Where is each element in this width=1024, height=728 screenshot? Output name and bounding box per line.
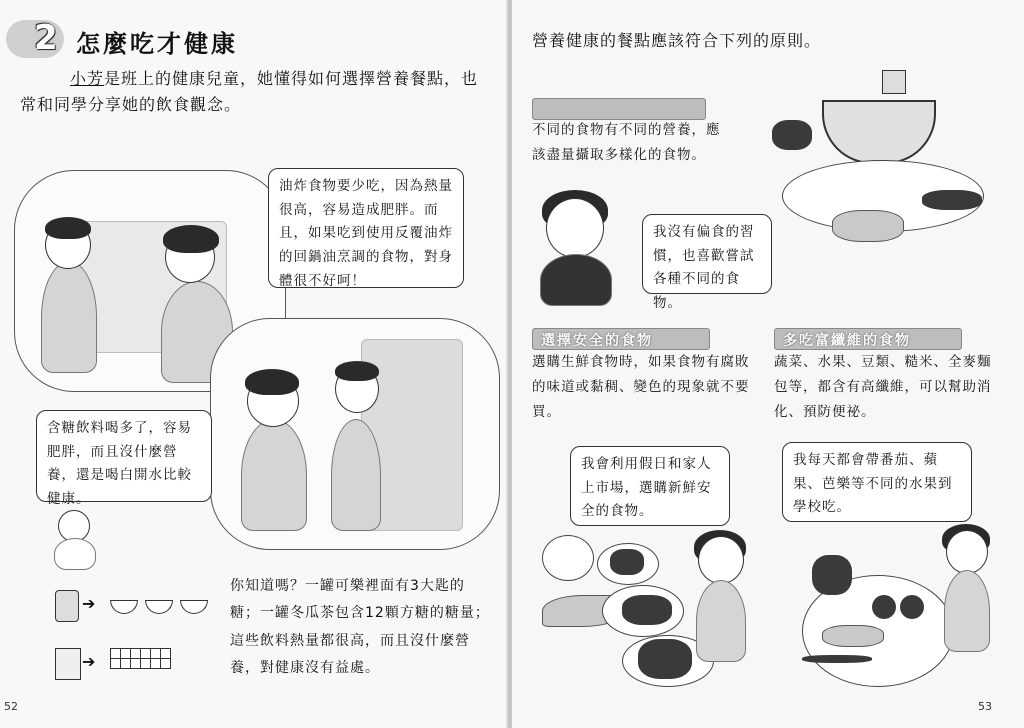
food-item [610,549,644,575]
cooking-pot [822,100,936,164]
page-number-right: 53 [978,700,992,713]
speech-bubble-market: 我會利用假日和家人上市場，選購新鮮安全的食物。 [570,446,730,526]
intro-text: 是班上的健康兒童，她懂得如何選擇營養餐點，也常和同學分享她的飲食觀念。 [20,69,479,114]
boy-figure-2 [331,419,381,531]
section1-text: 不同的食物有不同的營養，應該盡量攝取多樣化的食物。 [532,122,721,163]
food-item [812,555,852,595]
sugar-cubes-group [110,648,230,678]
girl-figure-2 [241,419,307,531]
section3-text: 蔬菜、水果、豆類、糙米、全麥麵包等，都含有高纖維，可以幫助消化、預防便祕。 [774,354,992,420]
speech-bubble-sugar-drinks: 含糖飲料喝多了，容易肥胖，而且沒什麼營養，還是喝白開水比較健康。 [36,410,212,502]
speech-bubble-fried-food: 油炸食物要少吃，因為熱量很高，容易造成肥胖。而且，如果吃到使用反覆油炸的回鍋油烹調的食物，對身體很不好呵！ [268,168,464,288]
speech-bubble-no-picky: 我沒有偏食的習慣，也喜歡嘗試各種不同的食物。 [642,214,772,294]
spoon-icon [145,600,173,614]
section2-tag: 選擇安全的食物 [532,328,710,350]
food-item [622,595,672,625]
arrow-right-icon: ➔ [82,594,96,613]
section2-text: 選購生鮮食物時，如果食物有腐敗的味道或黏稠、變色的現象就不要買。 [532,354,750,420]
food-item [772,120,812,150]
boy-hair-2 [335,361,379,381]
food-item [832,210,904,242]
boy-hair [45,217,91,239]
pot-and-food-illustration [762,60,1012,260]
cloud-illustration-middle [210,318,500,550]
doctor-coat [54,538,96,570]
girl-head [546,198,604,258]
girl-v-sign-illustration [532,190,622,310]
doctor-illustration [50,510,100,570]
girl-hair [163,225,219,253]
intro-paragraph [20,66,490,117]
girl-stretching-illustration [932,520,1002,690]
girl-hair-2 [245,369,299,395]
girl-dress [696,580,746,662]
boy-figure [41,261,97,373]
milk-carton [882,70,906,94]
fruit-item [900,595,924,619]
soda-can-icon [55,590,79,622]
left-page [0,0,508,728]
speech-bubble-fruit: 我每天都會帶番茄、蘋果、芭樂等不同的水果到學校吃。 [782,442,972,522]
girl-shirt [540,254,612,306]
chapter-number: 2 [34,18,58,58]
girl-overalls [944,570,990,652]
chapter-title-block [6,18,306,60]
page-number-left: 52 [4,700,18,713]
arrow-right-icon: ➔ [82,652,96,671]
chapter-title: 怎麼吃才健康 [76,30,238,58]
sugar-cube-icon [160,658,171,669]
section1-tag [532,98,706,120]
spoon-icon [110,600,138,614]
fruit-item [872,595,896,619]
intro-name: 小芳 [70,69,105,88]
girl-head [698,536,744,584]
right-page [512,0,1024,728]
plate [542,535,594,581]
did-you-know-paragraph: 你知道嗎？一罐可樂裡面有3大匙的糖；一罐冬瓜茶包含12顆方糖的糖量；這些飲料熱量都很高，而且沒什麼營養，對健康沒有益處。 [230,578,490,676]
right-heading: 營養健康的餐點應該符合下列的原則。 [532,31,822,50]
girl-basket-illustration [682,530,762,690]
girl-head [946,530,988,574]
section3-tag: 多吃富纖維的食物 [774,328,962,350]
vegetable-item [802,655,872,663]
food-item [922,190,982,210]
spoon-icon [180,600,208,614]
food-item [822,625,884,647]
tea-box-icon [55,648,81,680]
